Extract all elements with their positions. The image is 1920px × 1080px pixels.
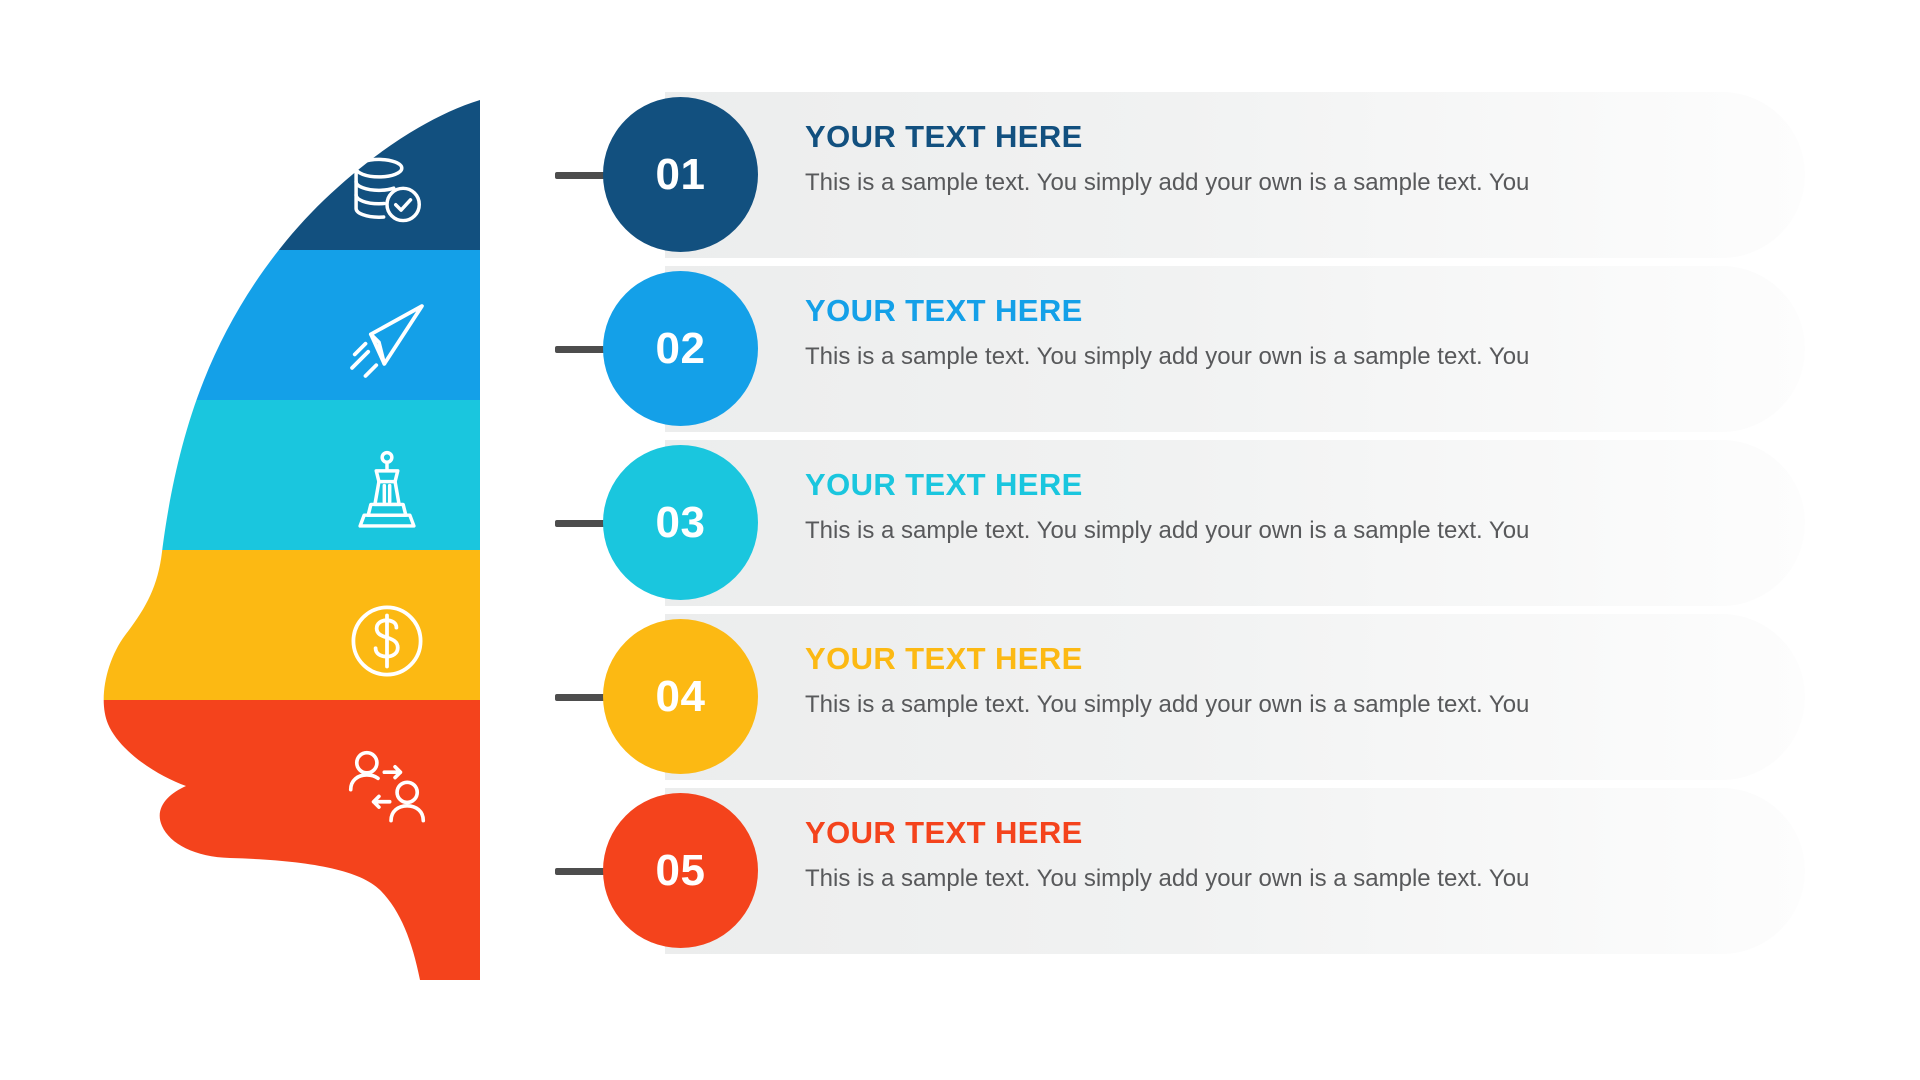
list-item[interactable] bbox=[555, 92, 1805, 258]
row-text-block-5 bbox=[805, 816, 1685, 894]
list-item[interactable] bbox=[555, 614, 1805, 780]
head-band-5 bbox=[100, 700, 520, 980]
list-item[interactable] bbox=[555, 788, 1805, 954]
head-band-1 bbox=[100, 100, 520, 250]
list-item[interactable] bbox=[555, 440, 1805, 606]
step-number-badge-3[interactable]: 03 bbox=[603, 445, 758, 600]
step-number-badge-5[interactable]: 05 bbox=[603, 793, 758, 948]
row-title-4: YOUR TEXT HERE bbox=[805, 641, 1083, 676]
row-description-1: This is a sample text. You simply add your own is a sample text. You bbox=[805, 169, 1530, 197]
row-description-4: This is a sample text. You simply add your own is a sample text. You bbox=[805, 691, 1530, 719]
row-title-1: YOUR TEXT HERE bbox=[805, 119, 1083, 154]
list-item[interactable] bbox=[555, 266, 1805, 432]
step-number-badge-2[interactable]: 02 bbox=[603, 271, 758, 426]
row-description-5: This is a sample text. You simply add your own is a sample text. You bbox=[805, 865, 1530, 893]
row-description-3: This is a sample text. You simply add your own is a sample text. You bbox=[805, 517, 1530, 545]
row-text-block-4 bbox=[805, 642, 1685, 720]
chess-rook-icon bbox=[344, 448, 430, 534]
row-text-block-3 bbox=[805, 468, 1685, 546]
step-number-badge-4[interactable]: 04 bbox=[603, 619, 758, 774]
paper-plane-icon bbox=[344, 298, 430, 384]
head-band-3 bbox=[100, 400, 520, 550]
row-title-3: YOUR TEXT HERE bbox=[805, 467, 1083, 502]
row-title-2: YOUR TEXT HERE bbox=[805, 293, 1083, 328]
row-title-5: YOUR TEXT HERE bbox=[805, 815, 1083, 850]
user-exchange-icon bbox=[344, 748, 430, 834]
step-number-badge-1[interactable]: 01 bbox=[603, 97, 758, 252]
dollar-coin-icon bbox=[344, 598, 430, 684]
row-text-block-1 bbox=[805, 120, 1685, 198]
head-band-4 bbox=[100, 550, 520, 700]
row-text-block-2 bbox=[805, 294, 1685, 372]
head-infographic-graphic bbox=[100, 100, 520, 980]
head-silhouette-svg bbox=[100, 100, 520, 980]
row-description-2: This is a sample text. You simply add your own is a sample text. You bbox=[805, 343, 1530, 371]
head-band-2 bbox=[100, 250, 520, 400]
database-check-icon bbox=[344, 148, 430, 234]
